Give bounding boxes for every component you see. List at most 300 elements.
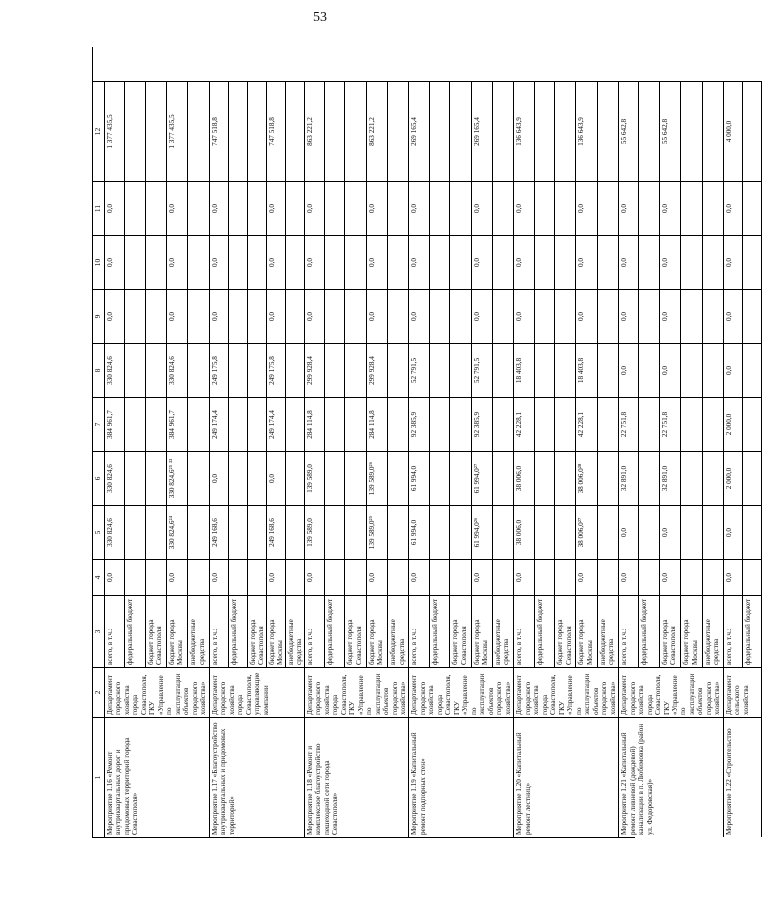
amount-cell: 0,0 — [409, 559, 429, 595]
amount-cell — [146, 181, 167, 235]
amount-cell — [146, 397, 167, 451]
amount-cell: 0,0 — [619, 559, 639, 595]
amount-cell: 139 589,0 — [305, 451, 325, 505]
amount-cell — [430, 289, 450, 343]
amount-cell: 0,0 — [724, 181, 743, 235]
amount-cell — [125, 451, 145, 505]
amount-cell — [345, 181, 366, 235]
amount-cell: 0,0 — [619, 343, 639, 397]
amount-cell — [325, 181, 345, 235]
amount-cell — [388, 559, 409, 595]
amount-cell — [555, 505, 576, 559]
amount-cell: 0,0 — [660, 181, 681, 235]
amount-cell: 249 168,6 — [210, 505, 229, 559]
amount-cell — [598, 181, 619, 235]
amount-cell — [639, 289, 659, 343]
amount-cell: 0,0 — [267, 181, 286, 235]
measure-name: Мероприятие 1.19 «Капитальный ремонт подпорных стен» — [409, 717, 514, 837]
amount-cell: 0,0 — [105, 235, 125, 289]
funding-source: внебюджетные средства — [286, 595, 305, 667]
amount-cell — [345, 289, 366, 343]
amount-cell: 249 175,8 — [210, 343, 229, 397]
amount-cell: 0,0 — [660, 559, 681, 595]
amount-cell — [430, 235, 450, 289]
amount-cell — [229, 559, 248, 595]
amount-cell — [555, 451, 576, 505]
amount-cell — [450, 181, 471, 235]
rotated-table-frame — [92, 48, 752, 838]
amount-cell — [345, 559, 366, 595]
amount-cell — [286, 505, 305, 559]
amount-cell — [248, 181, 267, 235]
amount-cell: 1 377 435,5 — [105, 81, 125, 181]
column-header: 1 — [93, 717, 105, 837]
amount-cell — [325, 451, 345, 505]
amount-cell — [325, 397, 345, 451]
column-header: 8 — [93, 343, 105, 397]
amount-cell — [388, 505, 409, 559]
amount-cell — [493, 181, 514, 235]
executor-name: Департамент городского хозяйства города Севастополя, ГКУ «Управление по эксплуатации объектов городского хозяйства» — [514, 667, 619, 717]
amount-cell — [703, 343, 724, 397]
funding-source: внебюджетные средства — [703, 595, 724, 667]
amount-cell: 139 589,0 — [305, 505, 325, 559]
measure-name: Мероприятие 1.16 «Ремонт внутриквартальных дорог и придомовых территорий города Севастополя» — [105, 717, 210, 837]
amount-cell — [146, 289, 167, 343]
amount-cell — [325, 559, 345, 595]
amount-cell — [555, 181, 576, 235]
amount-cell — [598, 81, 619, 181]
amount-cell: 269 165,4 — [472, 81, 493, 181]
amount-cell — [286, 289, 305, 343]
funding-source: всего, в т.ч.: — [409, 595, 429, 667]
funding-source: бюджет города Севастополя — [345, 595, 366, 667]
amount-cell — [493, 343, 514, 397]
amount-cell: 61 994,0²⁶ — [472, 505, 493, 559]
amount-cell — [450, 81, 471, 181]
amount-cell: 0,0 — [305, 181, 325, 235]
amount-cell — [681, 81, 702, 181]
amount-cell: 384 961,7 — [105, 397, 125, 451]
amount-cell — [535, 397, 555, 451]
amount-cell — [493, 289, 514, 343]
amount-cell: 330 824,6 — [167, 343, 188, 397]
amount-cell — [598, 397, 619, 451]
amount-cell: 269 165,4 — [409, 81, 429, 181]
amount-cell — [743, 343, 762, 397]
amount-cell — [493, 397, 514, 451]
amount-cell: 0,0 — [619, 289, 639, 343]
amount-cell — [555, 559, 576, 595]
amount-cell — [388, 397, 409, 451]
amount-cell — [286, 343, 305, 397]
amount-cell: 2 000,0 — [724, 451, 743, 505]
funding-source: внебюджетные средства — [188, 595, 209, 667]
amount-cell — [388, 235, 409, 289]
amount-cell — [535, 235, 555, 289]
amount-cell: 299 928,4 — [305, 343, 325, 397]
amount-cell — [639, 505, 659, 559]
column-header: 4 — [93, 559, 105, 595]
amount-cell — [248, 289, 267, 343]
amount-cell — [388, 451, 409, 505]
amount-cell: 0,0 — [409, 289, 429, 343]
amount-cell: 0,0 — [267, 451, 286, 505]
amount-cell: 136 643,9 — [514, 81, 534, 181]
executor-name: Департамент городского хозяйства города Севастополя, ГКУ «Управление по эксплуатации объектов городского хозяйства» — [105, 667, 210, 717]
amount-cell — [125, 181, 145, 235]
amount-cell — [535, 451, 555, 505]
amount-cell — [555, 343, 576, 397]
column-header: 7 — [93, 397, 105, 451]
amount-cell: 0,0 — [514, 289, 534, 343]
amount-cell — [681, 505, 702, 559]
amount-cell — [598, 559, 619, 595]
amount-cell — [493, 505, 514, 559]
amount-cell — [229, 451, 248, 505]
amount-cell: 330 824,6 — [105, 505, 125, 559]
amount-cell — [450, 505, 471, 559]
amount-cell: 0,0 — [660, 235, 681, 289]
amount-cell — [325, 235, 345, 289]
amount-cell — [229, 81, 248, 181]
funding-source: федеральный бюджет — [430, 595, 450, 667]
amount-cell: 18 403,8 — [576, 343, 597, 397]
amount-cell: 0,0 — [409, 235, 429, 289]
funding-source: внебюджетные средства — [598, 595, 619, 667]
amount-cell: 0,0 — [267, 559, 286, 595]
amount-cell — [430, 505, 450, 559]
amount-cell — [598, 343, 619, 397]
amount-cell — [286, 451, 305, 505]
funding-source: всего, в т.ч.: — [619, 595, 639, 667]
measure-name: Мероприятие 1.22 «Строительство — [724, 717, 762, 837]
amount-cell — [681, 397, 702, 451]
amount-cell: 249 168,6 — [267, 505, 286, 559]
amount-cell — [125, 81, 145, 181]
amount-cell — [430, 397, 450, 451]
amount-cell: 0,0 — [619, 505, 639, 559]
page-number: 53 — [313, 10, 327, 25]
amount-cell: 284 114,8 — [367, 397, 388, 451]
amount-cell: 61 994,0²⁷ — [472, 451, 493, 505]
amount-cell: 0,0 — [105, 181, 125, 235]
amount-cell — [146, 559, 167, 595]
amount-cell — [248, 81, 267, 181]
amount-cell — [125, 235, 145, 289]
amount-cell: 1 377 435,5 — [167, 81, 188, 181]
measure-name: Мероприятие 1.21 «Капитальный ремонт ливневой (дождевой) канализации в п. Любимовка (район ул. Федоровская)» — [619, 717, 724, 837]
amount-cell — [743, 397, 762, 451]
amount-cell — [703, 397, 724, 451]
amount-cell — [743, 235, 762, 289]
executor-name: Департамент городского хозяйства города Севастополя, управляющие компании — [210, 667, 305, 717]
amount-cell: 139 589,0²⁶ — [367, 451, 388, 505]
measure-name: Мероприятие 1.18 «Ремонт и комплексное благоустройство пешеходной сети города Севастополя» — [305, 717, 410, 837]
funding-source: федеральный бюджет — [639, 595, 659, 667]
amount-cell: 284 114,8 — [305, 397, 325, 451]
amount-cell — [681, 343, 702, 397]
amount-cell — [229, 289, 248, 343]
amount-cell — [229, 181, 248, 235]
amount-cell: 0,0 — [267, 235, 286, 289]
amount-cell — [188, 397, 209, 451]
amount-cell — [325, 289, 345, 343]
amount-cell: 32 891,0 — [660, 451, 681, 505]
funding-source: внебюджетные средства — [388, 595, 409, 667]
amount-cell — [248, 451, 267, 505]
amount-cell — [125, 559, 145, 595]
amount-cell — [450, 289, 471, 343]
amount-cell — [450, 397, 471, 451]
amount-cell: 52 791,5 — [472, 343, 493, 397]
amount-cell: 4 000,0 — [724, 81, 743, 181]
funding-source: бюджет города Москвы — [681, 595, 702, 667]
amount-cell — [743, 181, 762, 235]
amount-cell — [430, 559, 450, 595]
amount-cell — [639, 559, 659, 595]
amount-cell — [493, 235, 514, 289]
amount-cell: 0,0 — [210, 559, 229, 595]
amount-cell — [229, 235, 248, 289]
amount-cell: 136 643,9 — [576, 81, 597, 181]
amount-cell: 249 175,8 — [267, 343, 286, 397]
amount-cell — [125, 343, 145, 397]
amount-cell — [450, 343, 471, 397]
amount-cell: 0,0 — [367, 181, 388, 235]
executor-name: Департамент городского хозяйства города Севастополя, ГКУ «Управление по эксплуатации объектов городского хозяйства» — [305, 667, 410, 717]
amount-cell: 0,0 — [472, 235, 493, 289]
column-header: 12 — [93, 81, 105, 181]
column-header: 2 — [93, 667, 105, 717]
amount-cell — [430, 343, 450, 397]
amount-cell — [743, 505, 762, 559]
amount-cell — [248, 505, 267, 559]
amount-cell: 38 006,0²⁷ — [576, 505, 597, 559]
column-header: 6 — [93, 451, 105, 505]
amount-cell — [188, 451, 209, 505]
amount-cell: 0,0 — [210, 181, 229, 235]
funding-source: всего, в т.ч.: — [514, 595, 534, 667]
amount-cell: 0,0 — [105, 559, 125, 595]
amount-cell: 0,0 — [619, 181, 639, 235]
amount-cell — [681, 181, 702, 235]
amount-cell — [535, 181, 555, 235]
funding-source: бюджет города Москвы — [267, 595, 286, 667]
amount-cell — [188, 235, 209, 289]
amount-cell: 863 221,2 — [305, 81, 325, 181]
amount-cell: 61 994,0 — [409, 451, 429, 505]
amount-cell — [639, 81, 659, 181]
amount-cell: 0,0 — [210, 451, 229, 505]
funding-source: внебюджетные средства — [493, 595, 514, 667]
amount-cell: 0,0 — [472, 559, 493, 595]
amount-cell: 32 891,0 — [619, 451, 639, 505]
amount-cell: 0,0 — [724, 559, 743, 595]
amount-cell — [430, 81, 450, 181]
amount-cell: 55 642,8 — [619, 81, 639, 181]
amount-cell — [229, 505, 248, 559]
amount-cell: 38 006,0 — [514, 451, 534, 505]
amount-cell — [639, 235, 659, 289]
amount-cell: 0,0 — [514, 235, 534, 289]
amount-cell — [188, 505, 209, 559]
amount-cell — [188, 81, 209, 181]
funding-source: всего, в т.ч.: — [305, 595, 325, 667]
amount-cell: 0,0 — [619, 235, 639, 289]
amount-cell: 0,0 — [305, 559, 325, 595]
amount-cell — [535, 289, 555, 343]
amount-cell: 0,0 — [514, 559, 534, 595]
amount-cell — [325, 81, 345, 181]
funding-source: федеральный бюджет — [535, 595, 555, 667]
funding-source: федеральный бюджет — [325, 595, 345, 667]
amount-cell — [388, 343, 409, 397]
amount-cell: 330 824,6²⁴ — [167, 505, 188, 559]
amount-cell — [325, 505, 345, 559]
amount-cell — [703, 505, 724, 559]
funding-source: всего, в т.ч.: — [210, 595, 229, 667]
amount-cell: 0,0 — [724, 343, 743, 397]
amount-cell: 0,0 — [724, 505, 743, 559]
amount-cell — [535, 505, 555, 559]
amount-cell: 0,0 — [167, 235, 188, 289]
amount-cell: 38 006,0²⁸ — [576, 451, 597, 505]
amount-cell: 0,0 — [367, 289, 388, 343]
amount-cell — [286, 559, 305, 595]
funding-source: бюджет города Севастополя — [660, 595, 681, 667]
column-header: 9 — [93, 289, 105, 343]
amount-cell — [345, 235, 366, 289]
funding-source: бюджет города Севастополя — [450, 595, 471, 667]
amount-cell — [743, 289, 762, 343]
funding-source: бюджет города Москвы — [576, 595, 597, 667]
funding-source: бюджет города Севастополя — [146, 595, 167, 667]
amount-cell — [743, 451, 762, 505]
amount-cell: 0,0 — [210, 289, 229, 343]
amount-cell — [146, 235, 167, 289]
amount-cell — [703, 559, 724, 595]
amount-cell — [555, 235, 576, 289]
amount-cell — [598, 289, 619, 343]
amount-cell: 0,0 — [576, 181, 597, 235]
amount-cell: 52 791,5 — [409, 343, 429, 397]
funding-source: федеральный бюджет — [229, 595, 248, 667]
amount-cell: 0,0 — [167, 289, 188, 343]
amount-cell — [125, 505, 145, 559]
amount-cell — [188, 181, 209, 235]
amount-cell: 55 642,8 — [660, 81, 681, 181]
amount-cell — [493, 559, 514, 595]
amount-cell — [345, 505, 366, 559]
amount-cell — [286, 81, 305, 181]
amount-cell: 92 385,9 — [409, 397, 429, 451]
amount-cell: 0,0 — [576, 235, 597, 289]
amount-cell: 0,0 — [105, 289, 125, 343]
amount-cell — [286, 181, 305, 235]
amount-cell: 0,0 — [267, 289, 286, 343]
amount-cell — [229, 343, 248, 397]
amount-cell: 0,0 — [409, 181, 429, 235]
amount-cell — [188, 343, 209, 397]
budget-table — [92, 47, 752, 838]
amount-cell — [681, 451, 702, 505]
funding-source: всего, в т.ч.: — [105, 595, 125, 667]
amount-cell: 330 824,6²⁵ ³³ — [167, 451, 188, 505]
amount-cell — [125, 289, 145, 343]
amount-cell: 0,0 — [724, 289, 743, 343]
amount-cell — [681, 235, 702, 289]
amount-cell: 0,0 — [367, 235, 388, 289]
amount-cell: 38 006,0 — [514, 505, 534, 559]
amount-cell: 299 928,4 — [367, 343, 388, 397]
amount-cell — [681, 559, 702, 595]
amount-cell: 61 994,0 — [409, 505, 429, 559]
amount-cell — [450, 235, 471, 289]
amount-cell — [248, 343, 267, 397]
amount-cell: 747 518,8 — [267, 81, 286, 181]
executor-name: Департамент сельского хозяйства — [724, 667, 762, 717]
amount-cell — [639, 343, 659, 397]
funding-source: федеральный бюджет — [125, 595, 145, 667]
amount-cell — [188, 559, 209, 595]
amount-cell — [493, 451, 514, 505]
amount-cell — [125, 397, 145, 451]
amount-cell — [325, 343, 345, 397]
column-header: 5 — [93, 505, 105, 559]
funding-source: федеральный бюджет — [743, 595, 762, 667]
amount-cell — [430, 181, 450, 235]
amount-cell: 249 174,4 — [210, 397, 229, 451]
amount-cell: 139 589,0²⁵ — [367, 505, 388, 559]
amount-cell: 330 824,6 — [105, 451, 125, 505]
amount-cell: 384 961,7 — [167, 397, 188, 451]
amount-cell — [743, 559, 762, 595]
amount-cell: 0,0 — [660, 343, 681, 397]
funding-source: всего, в т.ч.: — [724, 595, 743, 667]
amount-cell: 0,0 — [660, 289, 681, 343]
amount-cell — [388, 181, 409, 235]
amount-cell — [681, 289, 702, 343]
amount-cell — [450, 559, 471, 595]
amount-cell: 0,0 — [305, 289, 325, 343]
amount-cell: 0,0 — [167, 181, 188, 235]
amount-cell — [248, 397, 267, 451]
amount-cell — [450, 451, 471, 505]
amount-cell: 0,0 — [576, 559, 597, 595]
amount-cell: 747 518,8 — [210, 81, 229, 181]
amount-cell: 18 403,8 — [514, 343, 534, 397]
amount-cell: 0,0 — [660, 505, 681, 559]
amount-cell — [555, 81, 576, 181]
amount-cell — [493, 81, 514, 181]
amount-cell: 0,0 — [367, 559, 388, 595]
amount-cell — [146, 451, 167, 505]
amount-cell: 0,0 — [472, 181, 493, 235]
amount-cell: 0,0 — [167, 559, 188, 595]
amount-cell — [639, 397, 659, 451]
funding-source: бюджет города Севастополя — [248, 595, 267, 667]
amount-cell: 22 751,8 — [619, 397, 639, 451]
column-header: 11 — [93, 181, 105, 235]
amount-cell — [703, 181, 724, 235]
amount-cell — [535, 559, 555, 595]
amount-cell — [703, 81, 724, 181]
amount-cell — [248, 559, 267, 595]
amount-cell: 92 385,9 — [472, 397, 493, 451]
amount-cell — [430, 451, 450, 505]
amount-cell: 0,0 — [472, 289, 493, 343]
